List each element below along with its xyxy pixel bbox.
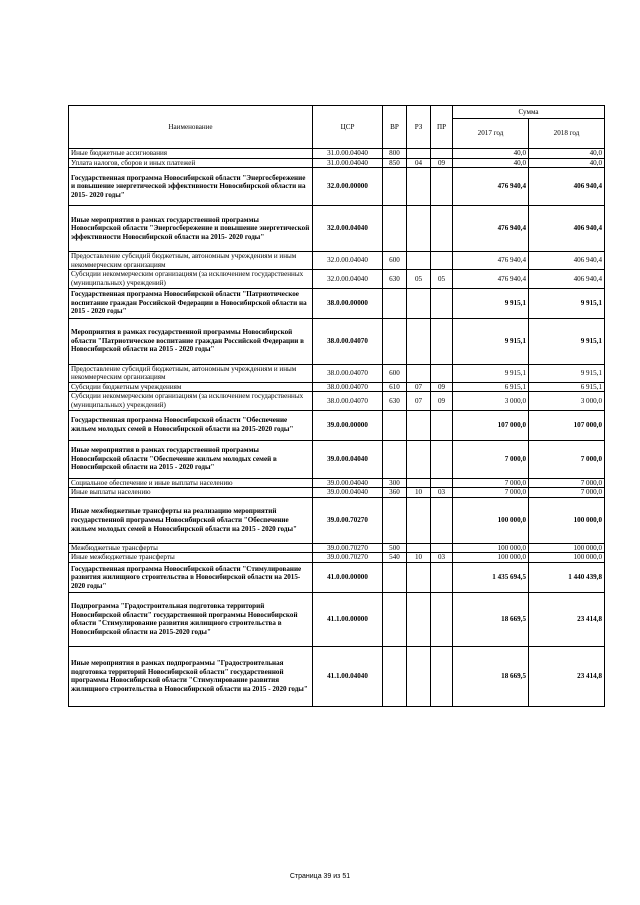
row-name-cell: Государственная программа Новосибирской области "Энергосбережение и повышение энергетической эффективности Новосибирской области на 2015- 2020 годы": [69, 168, 313, 206]
row-pr-cell: [431, 592, 453, 646]
row-pr-cell: [431, 168, 453, 206]
row-pr-cell: [431, 478, 453, 488]
header-sum: Сумма: [453, 106, 605, 119]
row-2018-cell: 23 414,8: [529, 592, 605, 646]
row-2017-cell: 476 940,4: [453, 252, 529, 270]
row-vr-cell: 540: [383, 553, 407, 563]
row-pr-cell: 03: [431, 488, 453, 498]
row-name-cell: Иные межбюджетные трансферты: [69, 553, 313, 563]
header-pr: ПР: [431, 106, 453, 149]
row-pr-cell: [431, 646, 453, 706]
row-2018-cell: 9 915,1: [529, 318, 605, 364]
row-name-cell: Государственная программа Новосибирской области "Стимулирование развития жилищного строительства в Новосибирской области на 2015-2020 годы": [69, 562, 313, 592]
row-csr-cell: 39.0.00.04040: [313, 440, 383, 478]
row-rz-cell: 10: [407, 488, 431, 498]
row-name-cell: Иные мероприятия в рамках подпрограммы "Градостроительная подготовка территорий Новосибирской области" государственной программы Новосибирской области "Стимулирование развития жилищного строительства в Новосибирской области на 2015 - 2020 годы": [69, 646, 313, 706]
row-rz-cell: 07: [407, 392, 431, 410]
row-2018-cell: 9 915,1: [529, 288, 605, 318]
row-vr-cell: 610: [383, 382, 407, 392]
table-row: [69, 168, 605, 206]
header-csr: ЦСР: [313, 106, 383, 149]
row-rz-cell: 07: [407, 382, 431, 392]
row-2017-cell: 100 000,0: [453, 543, 529, 553]
row-2018-cell: 40,0: [529, 158, 605, 168]
row-csr-cell: 38.0.00.04070: [313, 318, 383, 364]
row-vr-cell: [383, 206, 407, 252]
row-rz-cell: 04: [407, 158, 431, 168]
row-2017-cell: 18 669,5: [453, 592, 529, 646]
row-2018-cell: 406 940,4: [529, 206, 605, 252]
table-row: [69, 270, 605, 288]
row-name-cell: Государственная программа Новосибирской области "Патриотическое воспитание граждан Российской Федерации в Новосибирской области на 2015 - 2020 годы": [69, 288, 313, 318]
row-vr-cell: [383, 288, 407, 318]
row-name-cell: Социальное обеспечение и иные выплаты населению: [69, 478, 313, 488]
row-2018-cell: 406 940,4: [529, 168, 605, 206]
row-pr-cell: [431, 562, 453, 592]
row-rz-cell: [407, 288, 431, 318]
row-csr-cell: 39.0.00.70270: [313, 543, 383, 553]
row-rz-cell: 10: [407, 553, 431, 563]
row-csr-cell: 38.0.00.04070: [313, 382, 383, 392]
row-2017-cell: 7 000,0: [453, 488, 529, 498]
table-row: [69, 206, 605, 252]
row-csr-cell: 31.0.00.04040: [313, 158, 383, 168]
row-vr-cell: [383, 440, 407, 478]
row-2017-cell: 40,0: [453, 158, 529, 168]
row-2018-cell: 9 915,1: [529, 364, 605, 382]
row-csr-cell: 41.1.00.00000: [313, 592, 383, 646]
header-year-2017: 2017 год: [453, 119, 529, 149]
page-number: Страница 39 из 51: [289, 873, 351, 880]
row-2017-cell: 476 940,4: [453, 168, 529, 206]
row-vr-cell: [383, 410, 407, 440]
row-rz-cell: [407, 478, 431, 488]
row-2018-cell: 7 000,0: [529, 440, 605, 478]
table-row: [69, 478, 605, 488]
row-2018-cell: 7 000,0: [529, 478, 605, 488]
row-csr-cell: 38.0.00.00000: [313, 288, 383, 318]
row-csr-cell: 41.1.00.04040: [313, 646, 383, 706]
row-rz-cell: [407, 592, 431, 646]
row-2018-cell: 406 940,4: [529, 270, 605, 288]
row-2017-cell: 3 000,0: [453, 392, 529, 410]
row-csr-cell: 39.0.00.04040: [313, 488, 383, 498]
row-vr-cell: 300: [383, 478, 407, 488]
row-name-cell: Мероприятия в рамках государственной программы Новосибирской области "Патриотическое воспитание граждан Российской Федерации в Новосибирской области на 2015 - 2020 годы": [69, 318, 313, 364]
row-pr-cell: [431, 206, 453, 252]
row-csr-cell: 39.0.00.70270: [313, 497, 383, 543]
row-2018-cell: 406 940,4: [529, 252, 605, 270]
row-2017-cell: 476 940,4: [453, 206, 529, 252]
row-2018-cell: 100 000,0: [529, 553, 605, 563]
row-csr-cell: 31.0.00.04040: [313, 149, 383, 159]
row-csr-cell: 39.0.00.04040: [313, 478, 383, 488]
row-name-cell: Субсидии бюджетным учреждениям: [69, 382, 313, 392]
row-rz-cell: [407, 149, 431, 159]
table-row: [69, 149, 605, 159]
row-name-cell: Иные бюджетные ассигнования: [69, 149, 313, 159]
row-rz-cell: [407, 252, 431, 270]
row-2017-cell: 7 000,0: [453, 440, 529, 478]
row-2018-cell: 40,0: [529, 149, 605, 159]
row-2018-cell: 7 000,0: [529, 488, 605, 498]
row-vr-cell: [383, 562, 407, 592]
row-pr-cell: [431, 288, 453, 318]
row-pr-cell: [431, 543, 453, 553]
header-year-2018: 2018 год: [529, 119, 605, 149]
row-2018-cell: 100 000,0: [529, 497, 605, 543]
row-csr-cell: 39.0.00.70270: [313, 553, 383, 563]
row-name-cell: Иные межбюджетные трансферты на реализацию мероприятий государственной программы Новосибирской области "Обеспечение жильем молодых семей в Новосибирской области на 2015 - 2020 годы": [69, 497, 313, 543]
row-2017-cell: 40,0: [453, 149, 529, 159]
row-csr-cell: 38.0.00.04070: [313, 364, 383, 382]
row-vr-cell: 800: [383, 149, 407, 159]
row-2017-cell: 107 000,0: [453, 410, 529, 440]
header-vr: ВР: [383, 106, 407, 149]
table-row: [69, 592, 605, 646]
row-pr-cell: 09: [431, 382, 453, 392]
row-pr-cell: [431, 364, 453, 382]
row-name-cell: Уплата налогов, сборов и иных платежей: [69, 158, 313, 168]
row-rz-cell: 05: [407, 270, 431, 288]
row-vr-cell: [383, 318, 407, 364]
row-csr-cell: 32.0.00.00000: [313, 168, 383, 206]
table-row: [69, 553, 605, 563]
table-row: [69, 646, 605, 706]
row-name-cell: Предоставление субсидий бюджетным, автономным учреждениям и иным некоммерческим организациям: [69, 364, 313, 382]
row-vr-cell: 850: [383, 158, 407, 168]
row-vr-cell: 630: [383, 392, 407, 410]
row-vr-cell: 600: [383, 364, 407, 382]
table-row: [69, 364, 605, 382]
row-pr-cell: [431, 318, 453, 364]
row-pr-cell: 05: [431, 270, 453, 288]
row-2018-cell: 107 000,0: [529, 410, 605, 440]
row-pr-cell: [431, 497, 453, 543]
row-name-cell: Субсидии некоммерческим организациям (за исключением государственных (муниципальных) учреждений): [69, 270, 313, 288]
header-rz: РЗ: [407, 106, 431, 149]
row-name-cell: Иные выплаты населению: [69, 488, 313, 498]
table-row: [69, 318, 605, 364]
table-row: [69, 497, 605, 543]
row-vr-cell: 630: [383, 270, 407, 288]
row-2017-cell: 9 915,1: [453, 364, 529, 382]
table-body: [69, 149, 605, 707]
row-2017-cell: 6 915,1: [453, 382, 529, 392]
table-row: [69, 562, 605, 592]
row-2017-cell: 18 669,5: [453, 646, 529, 706]
row-2017-cell: 9 915,1: [453, 288, 529, 318]
row-name-cell: Государственная программа Новосибирской области "Обеспечение жильем молодых семей в Новосибирской области на 2015-2020 годы": [69, 410, 313, 440]
row-rz-cell: [407, 497, 431, 543]
row-2018-cell: 23 414,8: [529, 646, 605, 706]
row-pr-cell: [431, 410, 453, 440]
table-row: [69, 158, 605, 168]
row-rz-cell: [407, 543, 431, 553]
row-csr-cell: 32.0.00.04040: [313, 206, 383, 252]
row-rz-cell: [407, 646, 431, 706]
row-rz-cell: [407, 206, 431, 252]
row-2017-cell: 9 915,1: [453, 318, 529, 364]
table-row: [69, 440, 605, 478]
table-row: [69, 288, 605, 318]
row-pr-cell: [431, 252, 453, 270]
row-2018-cell: 100 000,0: [529, 543, 605, 553]
row-rz-cell: [407, 318, 431, 364]
row-rz-cell: [407, 410, 431, 440]
table-row: [69, 392, 605, 410]
budget-table: [68, 105, 605, 707]
row-vr-cell: [383, 646, 407, 706]
row-vr-cell: [383, 168, 407, 206]
row-2017-cell: 100 000,0: [453, 553, 529, 563]
row-name-cell: Межбюджетные трансферты: [69, 543, 313, 553]
row-2017-cell: 7 000,0: [453, 478, 529, 488]
row-rz-cell: [407, 562, 431, 592]
row-pr-cell: [431, 440, 453, 478]
row-vr-cell: 500: [383, 543, 407, 553]
row-vr-cell: 360: [383, 488, 407, 498]
row-name-cell: Предоставление субсидий бюджетным, автономным учреждениям и иным некоммерческим организациям: [69, 252, 313, 270]
table-row: [69, 382, 605, 392]
row-vr-cell: [383, 592, 407, 646]
row-pr-cell: 03: [431, 553, 453, 563]
table-header: [69, 106, 605, 149]
row-csr-cell: 41.0.00.00000: [313, 562, 383, 592]
row-csr-cell: 38.0.00.04070: [313, 392, 383, 410]
table-row: [69, 410, 605, 440]
table-row: [69, 543, 605, 553]
row-2017-cell: 100 000,0: [453, 497, 529, 543]
row-csr-cell: 32.0.00.04040: [313, 270, 383, 288]
row-rz-cell: [407, 168, 431, 206]
row-2018-cell: 1 440 439,8: [529, 562, 605, 592]
row-name-cell: Иные мероприятия в рамках государственной программы Новосибирской области "Обеспечение жильем молодых семей в Новосибирской области на 2015 - 2020 годы": [69, 440, 313, 478]
row-csr-cell: 32.0.00.04040: [313, 252, 383, 270]
row-2017-cell: 1 435 694,5: [453, 562, 529, 592]
row-rz-cell: [407, 364, 431, 382]
row-pr-cell: 09: [431, 158, 453, 168]
row-2017-cell: 476 940,4: [453, 270, 529, 288]
row-pr-cell: 09: [431, 392, 453, 410]
table-row: [69, 252, 605, 270]
row-name-cell: Субсидии некоммерческим организациям (за исключением государственных (муниципальных) учреждений): [69, 392, 313, 410]
row-vr-cell: 600: [383, 252, 407, 270]
row-rz-cell: [407, 440, 431, 478]
row-name-cell: Иные мероприятия в рамках государственной программы Новосибирской области "Энергосбережение и повышение энергетической эффективности Новосибирской области на 2015- 2020 годы": [69, 206, 313, 252]
row-csr-cell: 39.0.00.00000: [313, 410, 383, 440]
row-2018-cell: 6 915,1: [529, 382, 605, 392]
row-vr-cell: [383, 497, 407, 543]
row-name-cell: Подпрограмма "Градостроительная подготовка территорий Новосибирской области" государственной программы Новосибирской области "Стимулирование развития жилищного строительства в Новосибирской области на 2015-2020 годы": [69, 592, 313, 646]
table-row: [69, 488, 605, 498]
row-2018-cell: 3 000,0: [529, 392, 605, 410]
header-name: Наименование: [69, 106, 313, 149]
row-pr-cell: [431, 149, 453, 159]
